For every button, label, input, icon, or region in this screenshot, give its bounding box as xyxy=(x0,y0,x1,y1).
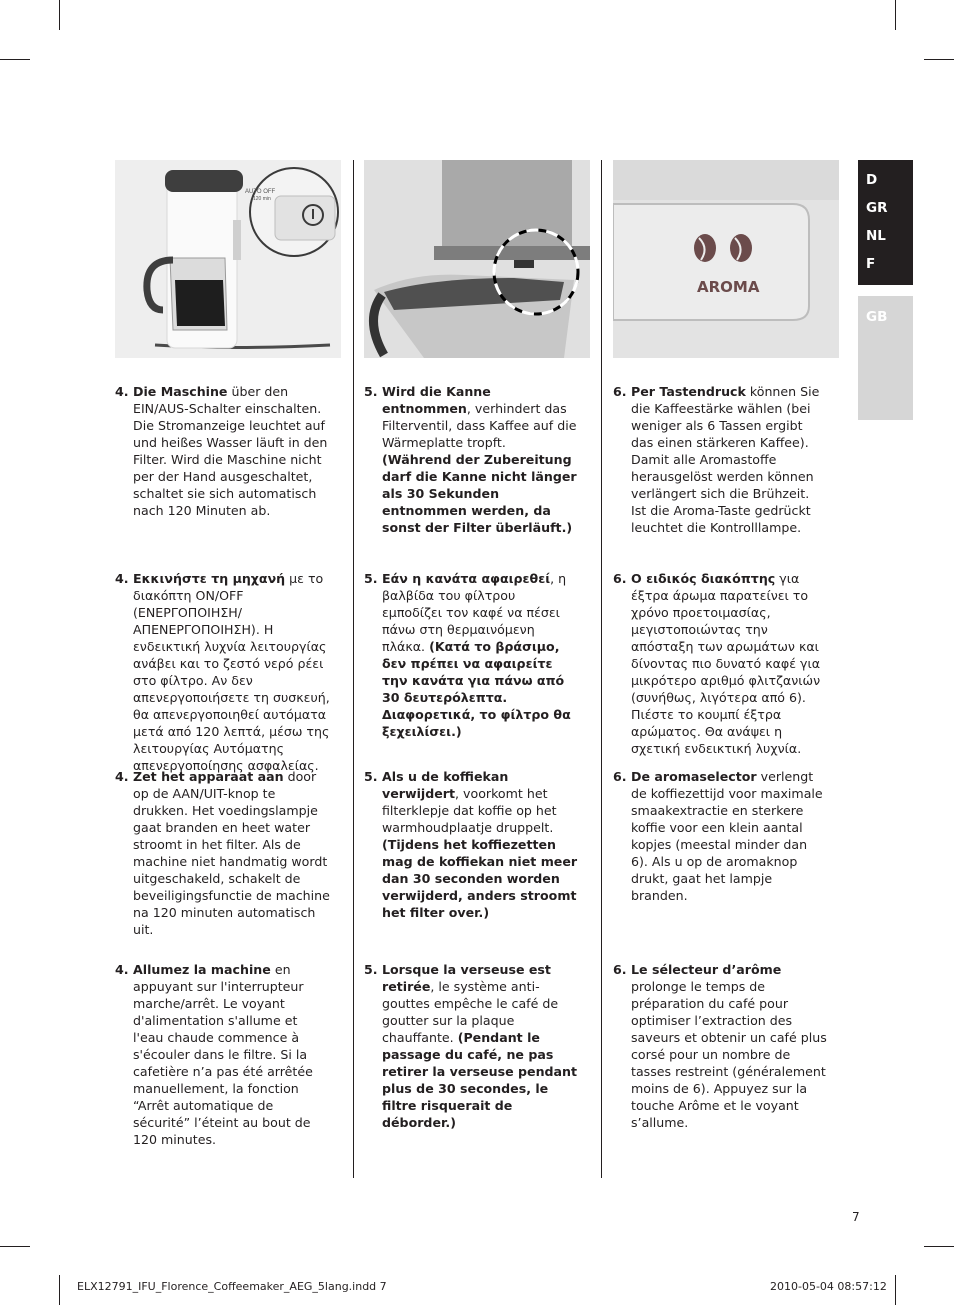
step-bold-lead: Lorsque la verseuse est retirée xyxy=(382,962,551,994)
step-text: , verhindert das Filterventil, dass Kaffee auf die Wärmeplatte tropft. xyxy=(382,401,577,450)
step-bold-warning: (Pendant le passage du café, ne pas retirer la verseuse pendant plus de 30 secondes, le filtre risquerait de déborder.) xyxy=(382,1030,578,1130)
step-bold-lead: Εκκινήστε τη μηχανή xyxy=(133,571,286,586)
crop-mark xyxy=(59,1275,60,1305)
crop-mark xyxy=(895,0,896,30)
step-text: über den EIN/AUS-Schalter einschalten. Die Stromanzeige leuchtet auf und heißes Wasser läuft in den Filter. Wird die Maschine nicht per der Hand ausgeschaltet, schaltet sie sich automatisch nach 120 Minuten ab. xyxy=(133,384,328,518)
step-bold-lead: Allumez la machine xyxy=(133,962,271,977)
step-number: 6. xyxy=(613,769,627,784)
step-text: , le système anti-gouttes empêche le café de goutter sur la plaque chauffante. xyxy=(382,979,559,1045)
step-6-fr xyxy=(613,961,828,1131)
step-text: prolonge le temps de préparation du café pour optimiser l’extraction des saveurs et obtenir un café plus corsé pour un nombre de tasses restreint (généralement moins de 6). Appuyez sur la touche Arôme et le voyant s’allume. xyxy=(631,979,827,1130)
step-bold-lead: Zet het apparaat aan xyxy=(133,769,284,784)
step-bold-lead: Als u de koffiekan verwijdert xyxy=(382,769,509,801)
language-tab-gr: GR xyxy=(866,200,888,216)
step-bold-lead: Εάν η κανάτα αφαιρεθεί xyxy=(382,571,551,586)
step-number: 6. xyxy=(613,571,627,586)
step-bold-lead: Wird die Kanne entnommen xyxy=(382,384,491,416)
step-bold-warning: (Während der Zubereitung darf die Kanne nicht länger als 30 Sekunden entnommen werden, da sonst der Filter überläuft.) xyxy=(382,452,577,535)
step-number: 4. xyxy=(115,571,129,586)
step-text: en appuyant sur l'interrupteur marche/arrêt. Le voyant d'alimentation s'allume et l'eau chaude commence à s'écouler dans le filtre. Si la cafetière n’a pas été arrêtée manuellement, la fonction “Arrêt automatique de sécurité” l’éteint au bout de 120 minutes. xyxy=(133,962,313,1147)
figure-coffeemaker-switch xyxy=(115,160,341,358)
page-number: 7 xyxy=(852,1210,860,1224)
figure-carafe-valve xyxy=(364,160,590,358)
step-5-gr xyxy=(364,570,579,740)
step-bold-lead: Ο ειδικός διακόπτης xyxy=(631,571,776,586)
step-text: για έξτρα άρωμα παρατείνει το χρόνο προετοιμασίας, μεγιστοποιώντας την απόσταξη των αρωμάτων και δίνοντας πιο δυνατό καφέ για μικρότερο αριθμό φλιτζανιών (συνήθως, λιγότερα από 6). Πιέστε το κουμπί έξτρα αρώματος. Θα ανάψει η σχετική ενδεικτική λυχνία. xyxy=(631,571,821,756)
column-divider xyxy=(601,160,602,1178)
crop-mark xyxy=(924,1246,954,1247)
step-bold-lead: Die Maschine xyxy=(133,384,228,399)
step-number: 5. xyxy=(364,962,378,977)
crop-mark xyxy=(59,0,60,30)
language-tab-gb: GB xyxy=(866,309,888,325)
step-number: 4. xyxy=(115,962,129,977)
footer-filename: ELX12791_IFU_Florence_Coffeemaker_AEG_5lang.indd 7 xyxy=(77,1280,387,1293)
auto-off-label: AUTO OFF xyxy=(245,189,276,195)
language-tab-f: F xyxy=(866,256,876,272)
crop-mark xyxy=(0,59,30,60)
language-tab-d: D xyxy=(866,172,878,188)
step-number: 5. xyxy=(364,769,378,784)
step-bold-lead: Per Tastendruck xyxy=(631,384,746,399)
step-5-fr xyxy=(364,961,579,1131)
auto-off-time-label: 120 min xyxy=(253,196,271,202)
step-bold-warning: (Tijdens het koffiezetten mag de koffiekan niet meer dan 30 seconden worden verwijderd, anders stroomt het filter over.) xyxy=(382,837,578,920)
crop-mark xyxy=(924,59,954,60)
step-bold-lead: Le sélecteur d’arôme xyxy=(631,962,782,977)
step-text: με το διακόπτη ON/OFF (ΕΝΕΡΓΟΠΟΙΗΣΗ/ΑΠΕΝΕΡΓΟΠΟΙΗΣΗ). Η ενδεικτική λυχνία λειτουργίας ανάβει και το ζεστό νερό ρέει στο φίλτρο. Αν δεν απενεργοποιήσετε τη συσκευή, θα απενεργοποιηθεί αυτόματα μετά από 120 λεπτά, μέσω της λειτουργίας Αυτόματης απενεργοποίησης ασφαλείας. xyxy=(133,571,330,773)
step-text: verlengt de koffiezettijd voor maximale smaakextractie en sterkere koffie voor een klein aantal kopjes (meestal minder dan 6). Als u op de aromaknop drukt, gaat het lampje branden. xyxy=(631,769,823,903)
footer-timestamp: 2010-05-04 08:57:12 xyxy=(770,1280,887,1293)
step-4-fr xyxy=(115,961,330,1148)
step-text: können Sie die Kaffeestärke wählen (bei weniger als 6 Tassen ergibt das einen stärkeren Kaffee). Damit alle Aromastoffe herausgelöst werden können verlängert sich die Brühzeit. Ist die Aroma-Taste gedrückt leuchtet die Kontrolllampe. xyxy=(631,384,820,535)
step-number: 4. xyxy=(115,769,129,784)
step-number: 5. xyxy=(364,384,378,399)
step-bold-warning: (Κατά το βράσιμο, δεν πρέπει να αφαιρείτε την κανάτα για πάνω από 30 δευτερόλεπτα. Διαφορετικά, το φίλτρο θα ξεχειλίσει.) xyxy=(382,639,571,739)
step-6-de xyxy=(613,383,828,536)
language-tab-nl: NL xyxy=(866,228,886,244)
column-divider xyxy=(353,160,354,1178)
aroma-button-label: AROMA xyxy=(697,278,760,296)
step-text: door op de AAN/UIT-knop te drukken. Het voedingslampje gaat branden en heet water stroomt in het filter. Als de machine niet handmatig wordt uitgeschakeld, schakelt de beveiligingsfunctie de machine na 120 minuten automatisch uit. xyxy=(133,769,330,937)
step-5-de xyxy=(364,383,579,536)
step-text: , voorkomt het filterklepje dat koffie op het warmhoudplaatje druppelt. xyxy=(382,786,557,835)
step-number: 6. xyxy=(613,384,627,399)
step-number: 6. xyxy=(613,962,627,977)
step-number: 5. xyxy=(364,571,378,586)
step-number: 4. xyxy=(115,384,129,399)
figure-aroma-button xyxy=(613,160,839,358)
step-4-de xyxy=(115,383,330,519)
crop-mark xyxy=(0,1246,30,1247)
step-5-nl xyxy=(364,768,579,921)
step-4-nl xyxy=(115,768,330,938)
step-4-gr xyxy=(115,570,330,774)
step-text: , η βαλβίδα του φίλτρου εμποδίζει τον καφέ να πέσει πάνω στη θερμαινόμενη πλάκα. xyxy=(382,571,567,654)
crop-mark xyxy=(895,1275,896,1305)
step-bold-lead: De aromaselector xyxy=(631,769,757,784)
step-6-nl xyxy=(613,768,828,904)
step-6-gr xyxy=(613,570,828,757)
